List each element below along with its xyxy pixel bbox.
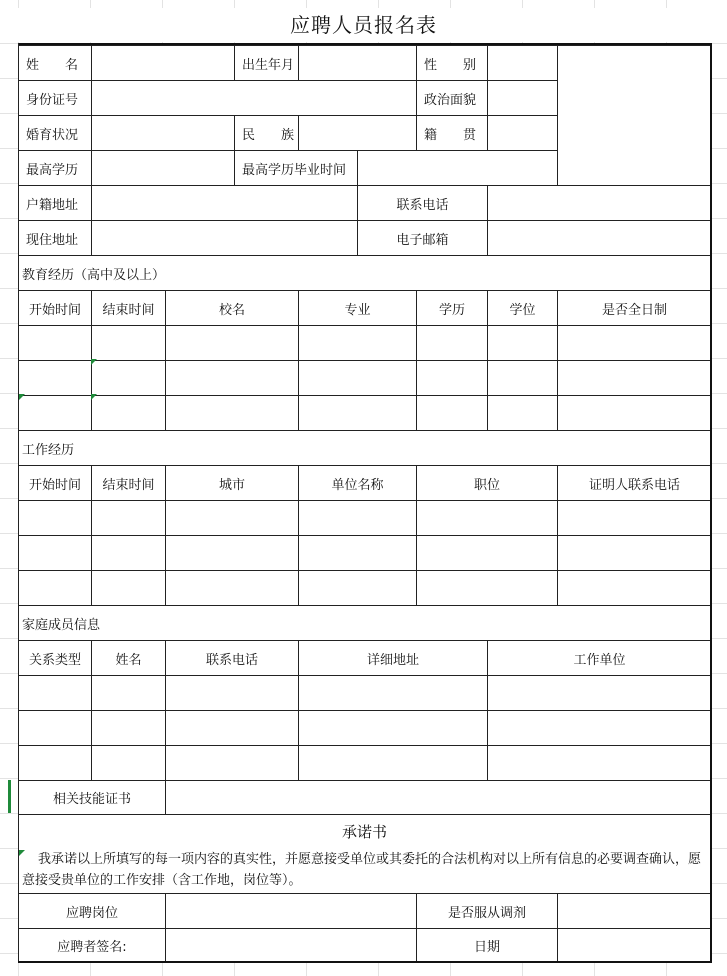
education-cell[interactable] — [91, 395, 165, 430]
political-field[interactable] — [487, 80, 557, 115]
row-selection-marker — [8, 780, 11, 813]
education-cell[interactable] — [487, 395, 557, 430]
label-email: 电子邮箱 — [357, 220, 487, 255]
education-cell[interactable] — [557, 325, 711, 360]
label-id-number: 身份证号 — [18, 80, 91, 115]
label-obey: 是否服从调剂 — [416, 893, 557, 928]
obey-field[interactable] — [557, 893, 711, 928]
family-cell[interactable] — [165, 745, 298, 780]
education-cell[interactable] — [487, 325, 557, 360]
family-header: 工作单位 — [487, 640, 711, 675]
education-cell[interactable] — [165, 360, 298, 395]
commitment-text: 我承诺以上所填写的每一项内容的真实性，并愿意接受单位或其委托的合法机构对以上所有信息的必要调查确认，愿意接受贵单位的工作安排（含工作地，岗位等）。 — [22, 852, 702, 888]
label-grad-time: 最高学历毕业时间 — [234, 150, 357, 185]
label-skills: 相关技能证书 — [18, 780, 165, 814]
gender-field[interactable] — [487, 45, 557, 80]
education-cell[interactable] — [18, 395, 91, 430]
label-ethnicity: 民 族 — [234, 115, 298, 150]
name-field[interactable] — [91, 45, 234, 80]
comment-marker-icon — [19, 394, 25, 400]
education-header: 专业 — [298, 290, 416, 325]
work-cell[interactable] — [91, 500, 165, 535]
label-gender: 性 别 — [416, 45, 487, 80]
work-header: 单位名称 — [298, 465, 416, 500]
education-cell[interactable] — [91, 325, 165, 360]
education-header: 学历 — [416, 290, 487, 325]
work-cell[interactable] — [91, 535, 165, 570]
comment-marker-icon — [91, 359, 97, 365]
work-cell[interactable] — [416, 570, 557, 605]
family-cell[interactable] — [91, 745, 165, 780]
birth-field[interactable] — [298, 45, 416, 80]
education-header: 开始时间 — [18, 290, 91, 325]
email-field[interactable] — [487, 220, 711, 255]
label-degree: 最高学历 — [18, 150, 91, 185]
work-header: 城市 — [165, 465, 298, 500]
work-cell[interactable] — [557, 570, 711, 605]
comment-marker-icon — [91, 394, 97, 400]
education-cell[interactable] — [416, 395, 487, 430]
work-cell[interactable] — [557, 535, 711, 570]
work-cell[interactable] — [18, 500, 91, 535]
phone-field[interactable] — [487, 185, 711, 220]
work-header: 结束时间 — [91, 465, 165, 500]
photo-box[interactable] — [557, 45, 711, 185]
label-position: 应聘岗位 — [18, 893, 165, 928]
work-cell[interactable] — [91, 570, 165, 605]
family-cell[interactable] — [298, 710, 487, 745]
family-cell[interactable] — [487, 745, 711, 780]
education-cell[interactable] — [416, 325, 487, 360]
family-header: 详细地址 — [298, 640, 487, 675]
family-cell[interactable] — [165, 710, 298, 745]
label-signature: 应聘者签名: — [18, 928, 165, 962]
label-political: 政治面貌 — [416, 80, 487, 115]
table-border-right — [710, 43, 712, 963]
education-header: 校名 — [165, 290, 298, 325]
signature-field[interactable] — [165, 928, 416, 962]
education-cell[interactable] — [18, 360, 91, 395]
family-header: 关系类型 — [18, 640, 91, 675]
family-cell[interactable] — [487, 710, 711, 745]
work-cell[interactable] — [165, 500, 298, 535]
table-border-top — [18, 43, 712, 45]
work-cell[interactable] — [416, 500, 557, 535]
family-cell[interactable] — [487, 675, 711, 710]
table-border-bottom — [18, 961, 712, 963]
work-cell[interactable] — [18, 570, 91, 605]
education-cell[interactable] — [165, 325, 298, 360]
id-number-field[interactable] — [91, 80, 416, 115]
work-cell[interactable] — [298, 535, 416, 570]
education-cell[interactable] — [557, 395, 711, 430]
family-header: 姓名 — [91, 640, 165, 675]
label-birth: 出生年月 — [234, 45, 298, 80]
label-native-place: 籍 贯 — [416, 115, 487, 150]
education-cell[interactable] — [91, 360, 165, 395]
education-cell[interactable] — [298, 360, 416, 395]
family-cell[interactable] — [298, 745, 487, 780]
work-cell[interactable] — [165, 570, 298, 605]
work-cell[interactable] — [165, 535, 298, 570]
education-cell[interactable] — [487, 360, 557, 395]
education-cell[interactable] — [298, 325, 416, 360]
comment-marker-icon — [19, 850, 25, 856]
label-address: 现住地址 — [18, 220, 91, 255]
education-cell[interactable] — [165, 395, 298, 430]
address-field[interactable] — [91, 220, 357, 255]
work-header: 职位 — [416, 465, 557, 500]
education-cell[interactable] — [298, 395, 416, 430]
work-cell[interactable] — [18, 535, 91, 570]
grad-time-field[interactable] — [357, 150, 557, 185]
family-cell[interactable] — [18, 745, 91, 780]
family-cell[interactable] — [165, 675, 298, 710]
position-field[interactable] — [165, 893, 416, 928]
marital-field[interactable] — [91, 115, 234, 150]
family-header: 联系电话 — [165, 640, 298, 675]
date-field[interactable] — [557, 928, 711, 962]
family-cell[interactable] — [18, 675, 91, 710]
section-work: 工作经历 — [18, 430, 711, 465]
label-date: 日期 — [416, 928, 557, 962]
commitment-title: 承诺书 — [341, 823, 387, 841]
section-family: 家庭成员信息 — [18, 605, 711, 640]
label-phone: 联系电话 — [357, 185, 487, 220]
label-marital: 婚育状况 — [18, 115, 91, 150]
degree-field[interactable] — [91, 150, 234, 185]
work-cell[interactable] — [298, 500, 416, 535]
work-header: 证明人联系电话 — [557, 465, 711, 500]
education-cell[interactable] — [557, 360, 711, 395]
education-header: 是否全日制 — [557, 290, 711, 325]
form-title: 应聘人员报名表 — [0, 8, 727, 42]
family-cell[interactable] — [298, 675, 487, 710]
work-cell[interactable] — [416, 535, 557, 570]
label-name: 姓 名 — [18, 45, 91, 80]
family-cell[interactable] — [18, 710, 91, 745]
native-place-field[interactable] — [487, 115, 557, 150]
ethnicity-field[interactable] — [298, 115, 416, 150]
education-cell[interactable] — [18, 325, 91, 360]
work-header: 开始时间 — [18, 465, 91, 500]
household-field[interactable] — [91, 185, 357, 220]
education-header: 学位 — [487, 290, 557, 325]
work-cell[interactable] — [557, 500, 711, 535]
education-header: 结束时间 — [91, 290, 165, 325]
section-education: 教育经历（高中及以上） — [18, 255, 711, 290]
work-cell[interactable] — [298, 570, 416, 605]
skills-field[interactable] — [165, 780, 711, 814]
label-household: 户籍地址 — [18, 185, 91, 220]
family-cell[interactable] — [91, 675, 165, 710]
family-cell[interactable] — [91, 710, 165, 745]
education-cell[interactable] — [416, 360, 487, 395]
